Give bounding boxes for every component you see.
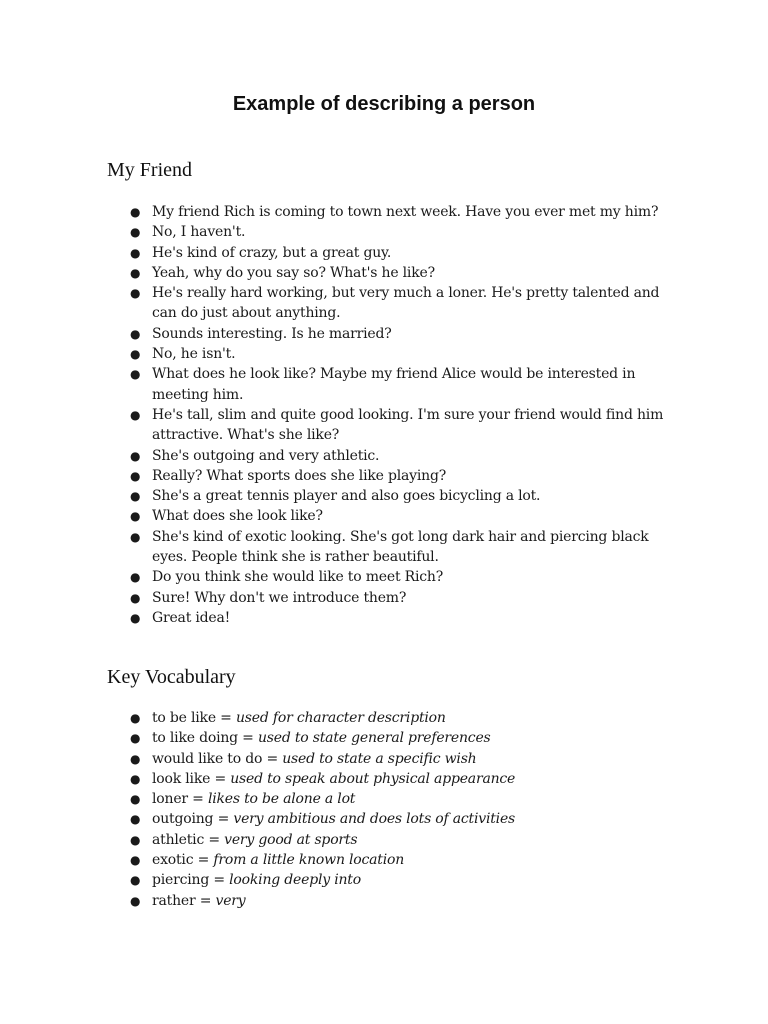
dialogue-list	[0, 202, 768, 628]
bullet-icon: ●	[130, 347, 141, 362]
bullet-icon: ●	[130, 731, 141, 746]
vocabulary-term: outgoing =	[152, 811, 234, 828]
dialogue-text: He's kind of crazy, but a great guy.	[152, 244, 392, 261]
vocabulary-definition: looking deeply into	[229, 872, 361, 889]
vocabulary-item	[0, 749, 768, 769]
vocabulary-item	[0, 728, 768, 748]
vocabulary-item	[0, 891, 768, 911]
vocabulary-term: piercing =	[152, 872, 230, 889]
vocabulary-definition: very	[215, 892, 246, 909]
bullet-icon: ●	[130, 853, 141, 868]
vocabulary-definition: likes to be alone a lot	[207, 791, 356, 808]
vocabulary-list	[0, 708, 768, 911]
vocabulary-definition: very ambitious and does lots of activities	[233, 811, 516, 828]
dialogue-text: She's kind of exotic looking. She's got long dark hair and piercing black eyes. People think she is rather beautiful.	[152, 528, 649, 566]
dialogue-item	[0, 222, 768, 242]
dialogue-item	[0, 506, 768, 526]
dialogue-text: She's outgoing and very athletic.	[152, 447, 380, 464]
dialogue-text: Sure! Why don't we introduce them?	[152, 589, 407, 606]
vocabulary-definition: from a little known location	[213, 852, 405, 869]
dialogue-text: Great idea!	[152, 609, 231, 626]
dialogue-item	[0, 567, 768, 587]
dialogue-item	[0, 202, 768, 222]
dialogue-text: Really? What sports does she like playing?	[152, 467, 447, 484]
vocabulary-term: to be like =	[152, 710, 236, 726]
bullet-icon: ●	[130, 509, 141, 524]
dialogue-item	[0, 283, 768, 324]
dialogue-item	[0, 466, 768, 486]
bullet-icon: ●	[130, 225, 141, 240]
vocabulary-item	[0, 708, 768, 728]
bullet-icon: ●	[130, 610, 141, 625]
bullet-icon: ●	[130, 265, 141, 280]
dialogue-text: What does he look like? Maybe my friend Alice would be interested in meeting him.	[152, 366, 636, 403]
bullet-icon: ●	[130, 407, 141, 422]
bullet-icon: ●	[130, 893, 141, 908]
dialogue-item	[0, 608, 768, 628]
bullet-icon: ●	[130, 529, 141, 544]
bullet-icon: ●	[130, 771, 141, 786]
dialogue-text: What does she look like?	[152, 508, 323, 525]
bullet-icon: ●	[130, 468, 141, 483]
vocabulary-definition: used to state a specific wish	[282, 750, 477, 767]
vocabulary-item	[0, 809, 768, 829]
vocabulary-definition: very good at sports	[224, 831, 358, 848]
vocabulary-item	[0, 789, 768, 809]
vocabulary-item	[0, 830, 768, 850]
vocabulary-term: rather =	[152, 892, 216, 909]
bullet-icon: ●	[130, 286, 141, 301]
bullet-icon: ●	[130, 812, 141, 827]
dialogue-item	[0, 527, 768, 568]
vocabulary-item	[0, 850, 768, 870]
dialogue-item	[0, 344, 768, 364]
dialogue-text: My friend Rich is coming to town next week. Have you ever met my him?	[152, 204, 659, 220]
bullet-icon: ●	[130, 792, 141, 807]
vocabulary-item	[0, 769, 768, 789]
bullet-icon: ●	[130, 832, 141, 847]
vocabulary-term: athletic =	[152, 831, 225, 848]
dialogue-item	[0, 364, 768, 405]
bullet-icon: ●	[130, 711, 141, 725]
vocabulary-definition: used to state general preferences	[257, 730, 491, 747]
dialogue-item	[0, 243, 768, 263]
bullet-icon: ●	[130, 590, 141, 605]
bullet-icon: ●	[130, 326, 141, 341]
dialogue-text: No, I haven't.	[152, 224, 246, 241]
dialogue-text: He's really hard working, but very much a loner. He's pretty talented and can do just about anything.	[152, 285, 660, 322]
vocabulary-definition: used to speak about physical appearance	[230, 770, 516, 787]
bullet-icon: ●	[130, 873, 141, 888]
dialogue-text: He's tall, slim and quite good looking. I'm sure your friend would find him attractive. What's she like?	[152, 406, 664, 444]
dialogue-item	[0, 324, 768, 344]
dialogue-item	[0, 486, 768, 506]
bullet-icon: ●	[130, 205, 141, 219]
bullet-icon: ●	[130, 489, 141, 504]
vocabulary-term: look like =	[152, 770, 231, 787]
dialogue-text: No, he isn't.	[152, 346, 236, 363]
bullet-icon: ●	[130, 570, 141, 585]
vocabulary-term: to like doing =	[152, 730, 258, 747]
bullet-icon: ●	[130, 245, 141, 260]
vocabulary-item	[0, 870, 768, 890]
dialogue-item	[0, 263, 768, 283]
vocabulary-term: would like to do =	[152, 750, 283, 767]
dialogue-text: Sounds interesting. Is he married?	[152, 325, 392, 342]
dialogue-text: She's a great tennis player and also goes bicycling a lot.	[152, 488, 541, 505]
vocabulary-term: exotic =	[152, 852, 214, 869]
document-title: Example of describing a person	[232, 93, 536, 115]
section-heading-my-friend: My Friend	[107, 159, 192, 181]
section-heading-key-vocabulary: Key Vocabulary	[107, 666, 236, 688]
dialogue-item	[0, 405, 768, 446]
vocabulary-term: loner =	[152, 791, 208, 808]
dialogue-item	[0, 446, 768, 466]
bullet-icon: ●	[130, 367, 141, 382]
dialogue-text: Do you think she would like to meet Rich?	[152, 569, 444, 586]
bullet-icon: ●	[130, 751, 141, 766]
vocabulary-definition: used for character description	[235, 710, 446, 726]
bullet-icon: ●	[130, 448, 141, 463]
dialogue-item	[0, 588, 768, 608]
dialogue-text: Yeah, why do you say so? What's he like?	[152, 264, 435, 281]
